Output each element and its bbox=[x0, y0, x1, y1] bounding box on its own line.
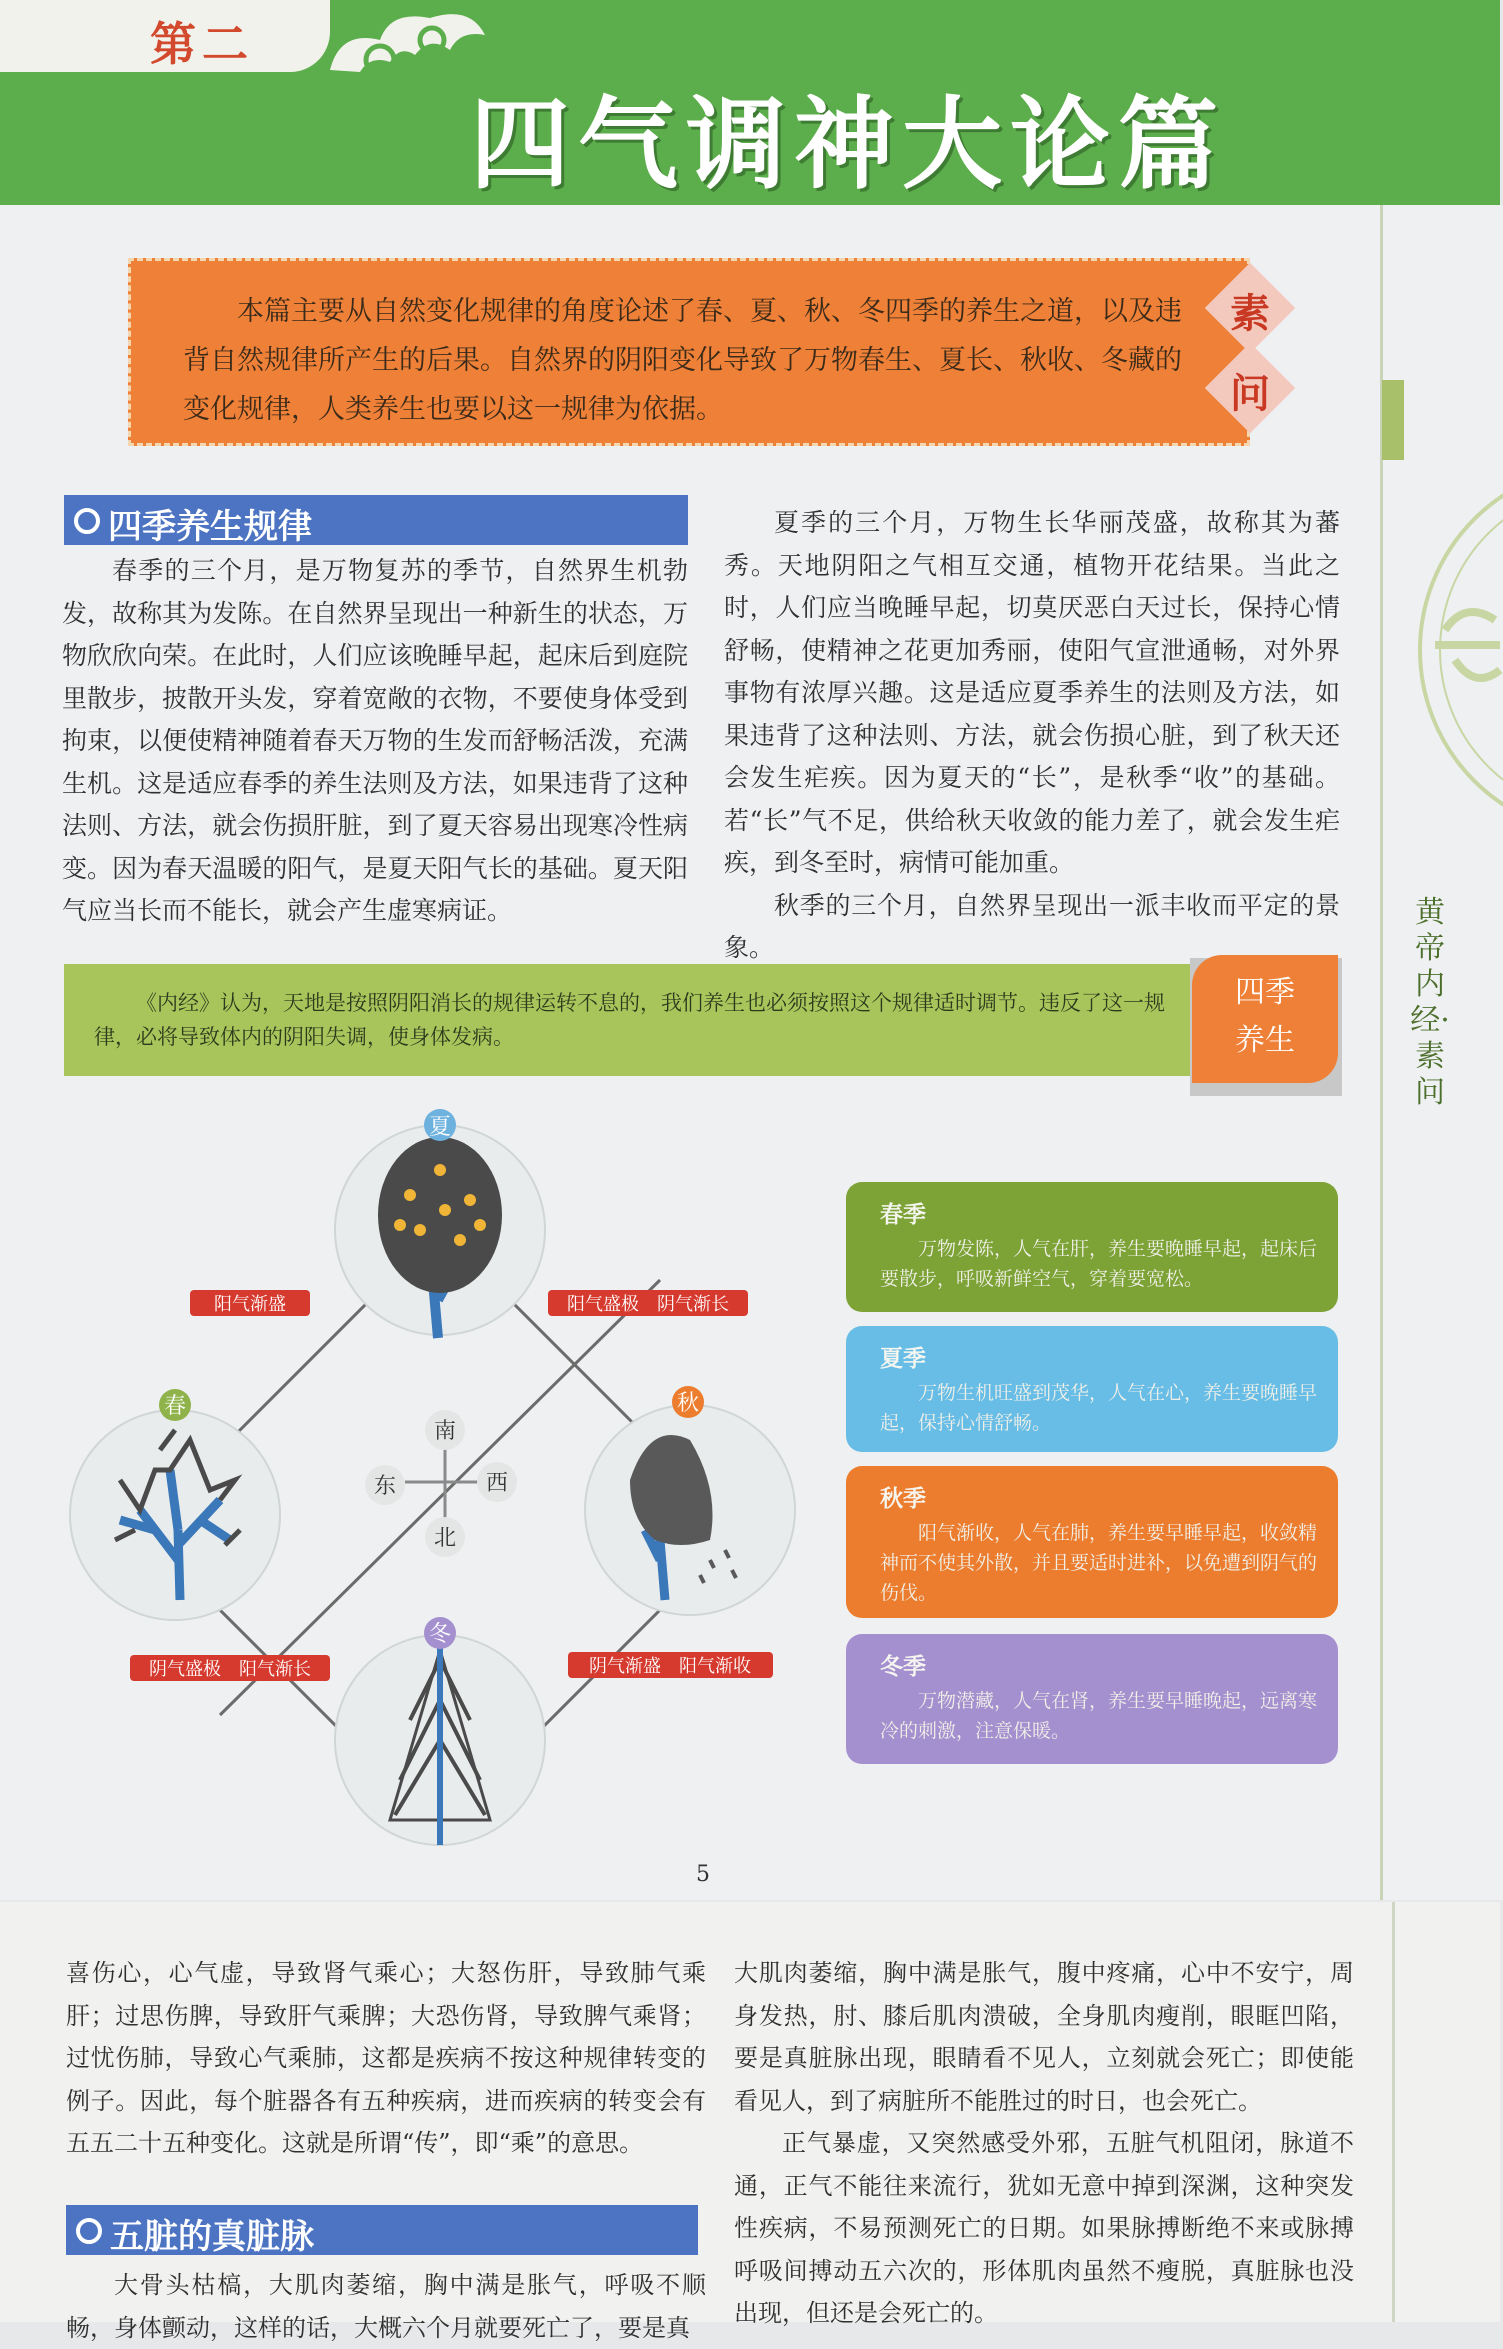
suwen-badge bbox=[1210, 270, 1290, 430]
page-title: 四气调神大论篇 bbox=[470, 85, 1226, 203]
card-winter-text: 万物潜藏，人气在肾，养生要早睡晚起，远离寒冷的刺激，注意保暖。 bbox=[880, 1690, 1318, 1742]
running-head-vertical: 黄帝内经·素问 bbox=[1410, 895, 1450, 1110]
circle-bullet-icon bbox=[76, 2218, 102, 2244]
chapter-label: 第二 bbox=[150, 17, 254, 71]
section-heading bbox=[64, 495, 688, 545]
page-edge-rule bbox=[1392, 1902, 1395, 2322]
section-heading-2-text: 五脏的真脏脉 bbox=[110, 2217, 314, 2257]
card-spring-text: 万物发陈，人气在肝，养生要晚睡早起，起床后要散步，呼吸新鲜空气，穿着要宽松。 bbox=[880, 1238, 1318, 1290]
section-heading-text: 四季养生规律 bbox=[108, 507, 312, 547]
ring-ornament-icon bbox=[1405, 330, 1500, 890]
winter-label: 冬 bbox=[428, 1622, 452, 1647]
book-page-next bbox=[0, 1902, 1500, 2342]
phase-label-upper-right: 阳气盛极 阴气渐长 bbox=[567, 1294, 729, 1315]
body-column-right bbox=[724, 502, 1340, 970]
circle-bullet-icon bbox=[74, 508, 100, 534]
card-autumn-title: 秋季 bbox=[880, 1485, 926, 1512]
page2-column-right bbox=[734, 1952, 1354, 2327]
card-winter-title: 冬季 bbox=[880, 1653, 926, 1680]
note-tag bbox=[1192, 955, 1338, 1083]
chapter-summary-text: 本篇主要从自然变化规律的角度论述了春、夏、秋、冬四季的养生之道，以及违背自然规律所产生的后果。自然界的阴阳变化导致了万物春生、夏长、秋收、冬藏的变化规律，人类养生也要以这一规律为依据。 bbox=[183, 296, 1182, 425]
autumn-label: 秋 bbox=[676, 1391, 700, 1416]
card-autumn bbox=[846, 1466, 1338, 1618]
card-autumn-text: 阳气渐收，人气在肺，养生要早睡早起，收敛精神而不使其外散，并且要适时进补，以免遭到阴气的伤伐。 bbox=[880, 1522, 1318, 1604]
summer-label: 夏 bbox=[428, 1115, 452, 1140]
direction-east: 东 bbox=[373, 1474, 397, 1499]
spring-label: 春 bbox=[163, 1394, 187, 1419]
chapter-summary-box bbox=[128, 258, 1250, 446]
bookmark-strip bbox=[1382, 380, 1404, 460]
card-spring bbox=[846, 1182, 1338, 1312]
paragraph-transmission: 喜伤心，心气虚，导致肾气乘心；大怒伤肝，导致肺气乘肝；过思伤脾，导致肝气乘脾；大恐伤肾，导致脾气乘肾；过忧伤肺，导致心气乘肺，这都是疾病不按这种规律转变的例子。因此，每个脏器各有五种疾病，进而疾病的转变会有五五二十五种变化。这就是所谓“传”，即“乘”的意思。 bbox=[66, 1959, 706, 2157]
paragraph-true-visceral: 大骨头枯槁，大肌肉萎缩，胸中满是胀气，呼吸不顺畅，身体颤动，这样的话，大概六个月就要死亡了，要是真 bbox=[66, 2271, 706, 2342]
card-summer-text: 万物生机旺盛到茂华，人气在心，养生要晚睡早起，保持心情舒畅。 bbox=[880, 1382, 1318, 1434]
page-number: 5 bbox=[696, 1862, 710, 1887]
note-band bbox=[64, 964, 1342, 1076]
note-tag-line-1: 四季 bbox=[1235, 975, 1295, 1010]
paragraph-sudden-illness: 正气暴虚，又突然感受外邪，五脏气机阻闭，脉道不通，正气不能往来流行，犹如无意中掉到深渊，这种突发性疾病，不易预测死亡的日期。如果脉搏断绝不来或脉搏呼吸间搏动五六次的，形体肌肉虽然不瘦脱，真脏脉也没出现，但还是会死亡的。 bbox=[734, 2129, 1354, 2327]
phase-label-lower-left: 阴气盛极 阳气渐长 bbox=[149, 1659, 311, 1680]
direction-north: 北 bbox=[433, 1526, 457, 1551]
paragraph-symptoms: 大肌肉萎缩，胸中满是胀气，腹中疼痛，心中不安宁，周身发热，肘、膝后肌肉溃破，全身肌肉瘦削，眼眶凹陷，要是真脏脉出现，眼睛看不见人，立刻就会死亡；即使能看见人，到了病脏所不能胜过的时日，也会死亡。 bbox=[734, 1959, 1354, 2115]
section-heading-2 bbox=[66, 2205, 698, 2255]
badge-char-su: 素 bbox=[1230, 290, 1270, 337]
phase-label-lower-right: 阴气渐盛 阳气渐收 bbox=[589, 1656, 751, 1677]
direction-south: 南 bbox=[433, 1419, 457, 1444]
note-tag-text bbox=[1192, 969, 1338, 1065]
card-spring-title: 春季 bbox=[880, 1201, 926, 1228]
note-tag-line-2: 养生 bbox=[1235, 1023, 1295, 1058]
note-text: 《内经》认为，天地是按照阴阳消长的规律运转不息的，我们养生也必须按照这个规律适时调节。违反了这一规律，必将导致体内的阴阳失调，使身体发病。 bbox=[94, 991, 1165, 1049]
body-column-left bbox=[62, 550, 688, 933]
card-winter bbox=[846, 1634, 1338, 1764]
paragraph-autumn: 秋季的三个月，自然界呈现出一派丰收而平定的景象。 bbox=[724, 890, 1340, 962]
phase-label-upper-left: 阳气渐盛 bbox=[214, 1294, 286, 1315]
page2-column-left bbox=[66, 1952, 706, 2165]
card-summer-title: 夏季 bbox=[880, 1345, 926, 1372]
card-summer bbox=[846, 1326, 1338, 1452]
direction-west: 西 bbox=[485, 1471, 509, 1496]
paragraph-spring: 春季的三个月，是万物复苏的季节，自然界生机勃发，故称其为发陈。在自然界呈现出一种新生的状态，万物欣欣向荣。在此时，人们应该晚睡早起，起床后到庭院里散步，披散开头发，穿着宽敞的衣物，不要使身体受到拘束，以便使精神随着春天万物的生发而舒畅活泼，充满生机。这是适应春季的养生法则及方法，如果违背了这种法则、方法，就会伤损肝脏，到了夏天容易出现寒冷性病变。因为春天温暖的阳气，是夏天阳气长的基础。夏天阳气应当长而不能长，就会产生虚寒病证。 bbox=[62, 556, 688, 925]
page2-column-left-2 bbox=[66, 2264, 706, 2342]
four-seasons-diagram bbox=[60, 1100, 820, 1880]
paragraph-summer: 夏季的三个月，万物生长华丽茂盛，故称其为蕃秀。天地阴阳之气相互交通，植物开花结果。当此之时，人们应当晚睡早起，切莫厌恶白天过长，保持心情舒畅，使精神之花更加秀丽，使阳气宣泄通畅，对外界事物有浓厚兴趣。这是适应夏季养生的法则及方法，如果违背了这种法则、方法，就会伤损心脏，到了秋天还会发生疟疾。因为夏天的“长”，是秋季“收”的基础。若“长”气不足，供给秋天收敛的能力差了，就会发生疟疾，到冬至时，病情可能加重。 bbox=[724, 508, 1340, 877]
badge-char-wen: 问 bbox=[1230, 370, 1270, 417]
